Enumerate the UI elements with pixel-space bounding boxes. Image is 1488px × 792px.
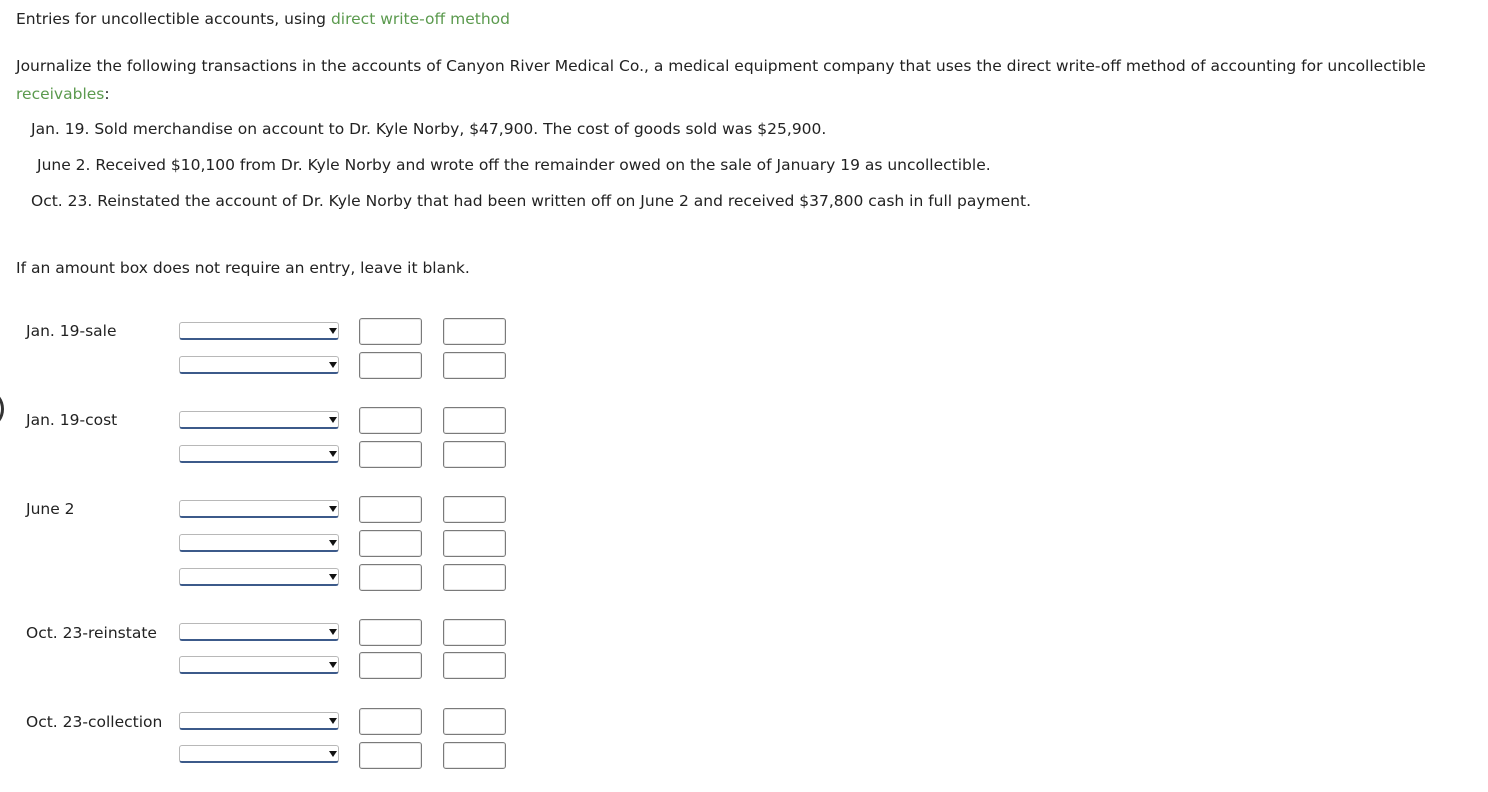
account-select[interactable] [179, 534, 339, 552]
account-select[interactable] [179, 623, 339, 641]
account-select[interactable] [179, 356, 339, 374]
account-select[interactable] [179, 411, 339, 429]
dropdown-arrow-icon [329, 506, 337, 512]
dropdown-arrow-icon [329, 629, 337, 635]
transaction-date: June 2. [37, 156, 91, 174]
transaction-text: Received $10,100 from Dr. Kyle Norby and wrote off the remainder owed on the sale of January 19 as uncollectible. [95, 156, 991, 174]
direct-write-off-link[interactable]: direct write-off method [330, 10, 510, 28]
account-select[interactable] [179, 712, 339, 730]
credit-input[interactable] [443, 708, 506, 735]
transaction-date: Oct. 23. [31, 192, 93, 210]
transaction-date: Jan. 19. [31, 120, 90, 138]
instructions [16, 52, 1476, 108]
account-select[interactable] [179, 568, 339, 586]
credit-input[interactable] [443, 530, 506, 557]
transaction-text: Sold merchandise on account to Dr. Kyle Norby, $47,900. The cost of goods sold was $25,900. [94, 120, 827, 138]
entry-label-jan19-cost: Jan. 19-cost [26, 411, 118, 429]
credit-input[interactable] [443, 652, 506, 679]
debit-input[interactable] [359, 742, 422, 769]
debit-input[interactable] [359, 496, 422, 523]
account-select[interactable] [179, 500, 339, 518]
credit-input[interactable] [443, 564, 506, 591]
debit-input[interactable] [359, 530, 422, 557]
dropdown-arrow-icon [329, 417, 337, 423]
dropdown-arrow-icon [329, 540, 337, 546]
dropdown-arrow-icon [329, 451, 337, 457]
page-title [16, 10, 510, 28]
account-select[interactable] [179, 656, 339, 674]
dropdown-arrow-icon [329, 751, 337, 757]
blank-note: If an amount box does not require an entry, leave it blank. [16, 259, 470, 277]
debit-input[interactable] [359, 708, 422, 735]
account-select[interactable] [179, 322, 339, 340]
dropdown-arrow-icon [329, 328, 337, 334]
transaction-june2 [37, 156, 991, 174]
dropdown-arrow-icon [329, 718, 337, 724]
account-select[interactable] [179, 745, 339, 763]
debit-input[interactable] [359, 652, 422, 679]
debit-input[interactable] [359, 619, 422, 646]
scroll-indicator [0, 392, 4, 426]
credit-input[interactable] [443, 441, 506, 468]
debit-input[interactable] [359, 564, 422, 591]
entry-label-oct23-reinstate: Oct. 23-reinstate [26, 624, 157, 642]
debit-input[interactable] [359, 407, 422, 434]
title-text: Entries for uncollectible accounts, using [16, 10, 331, 28]
entry-label-june2: June 2 [26, 500, 75, 518]
dropdown-arrow-icon [329, 574, 337, 580]
debit-input[interactable] [359, 318, 422, 345]
credit-input[interactable] [443, 619, 506, 646]
transaction-jan19 [31, 120, 826, 138]
instructions-text: Journalize the following transactions in the accounts of Canyon River Medical Co., a medical equipment company that uses the direct write-off method of accounting for uncollectible [16, 57, 1426, 75]
account-select[interactable] [179, 445, 339, 463]
entry-label-jan19-sale: Jan. 19-sale [26, 322, 117, 340]
credit-input[interactable] [443, 407, 506, 434]
transaction-oct23 [31, 192, 1031, 210]
credit-input[interactable] [443, 352, 506, 379]
debit-input[interactable] [359, 441, 422, 468]
transaction-text: Reinstated the account of Dr. Kyle Norby that had been written off on June 2 and received $37,800 cash in full payment. [97, 192, 1031, 210]
instructions-suffix: : [104, 85, 110, 103]
receivables-link[interactable]: receivables [16, 85, 105, 103]
credit-input[interactable] [443, 496, 506, 523]
entry-label-oct23-collection: Oct. 23-collection [26, 713, 163, 731]
credit-input[interactable] [443, 742, 506, 769]
dropdown-arrow-icon [329, 662, 337, 668]
debit-input[interactable] [359, 352, 422, 379]
dropdown-arrow-icon [329, 362, 337, 368]
credit-input[interactable] [443, 318, 506, 345]
